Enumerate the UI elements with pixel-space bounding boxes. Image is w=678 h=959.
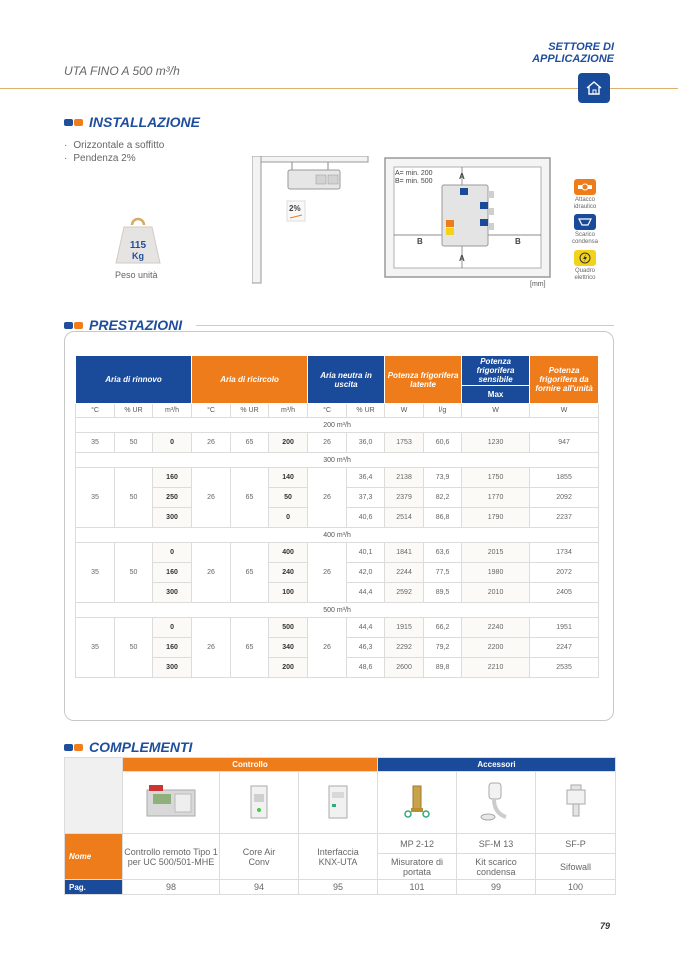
ur-uscita: 48,6 xyxy=(347,658,385,678)
latent-power-lg: 89,5 xyxy=(424,583,462,603)
supply-power-w: 2405 xyxy=(530,583,599,603)
supply-power-w: 1855 xyxy=(530,468,599,488)
temp-uscita: 26 xyxy=(308,468,347,528)
label-a-top: A xyxy=(459,172,465,181)
ur-rinnovo: 50 xyxy=(115,468,153,528)
flow-ricircolo: 200 xyxy=(269,658,308,678)
temp-rinnovo: 35 xyxy=(76,468,115,528)
accessories-table xyxy=(64,757,616,895)
din-module-image xyxy=(244,782,274,822)
flow-rinnovo: 300 xyxy=(153,508,192,528)
flow-rinnovo: 160 xyxy=(153,638,192,658)
header-aria-ricircolo: Aria di ricircolo xyxy=(192,356,308,404)
siphon-image xyxy=(559,782,593,822)
latent-power-lg: 66,2 xyxy=(424,618,462,638)
flow-group-row xyxy=(76,528,599,543)
latent-power-w: 1753 xyxy=(385,433,424,453)
sensible-power-w: 2200 xyxy=(462,638,530,658)
unit-cell: % UR xyxy=(347,404,385,418)
header-aria-neutra: Aria neutra in uscita xyxy=(308,356,385,404)
table-row xyxy=(76,433,599,453)
ur-uscita: 44,4 xyxy=(347,583,385,603)
flow-group-row xyxy=(76,453,599,468)
ur-uscita: 42,0 xyxy=(347,563,385,583)
prestazioni-divider xyxy=(196,325,614,326)
latent-power-lg: 89,8 xyxy=(424,658,462,678)
ur-uscita: 37,3 xyxy=(347,488,385,508)
product-name: Controllo remoto Tipo 1 per UC 500/501-MHE xyxy=(123,834,220,880)
temp-rinnovo: 35 xyxy=(76,433,115,453)
product-page: 94 xyxy=(220,880,299,895)
flow-ricircolo: 100 xyxy=(269,583,308,603)
flow-rinnovo: 300 xyxy=(153,658,192,678)
latent-power-lg: 63,6 xyxy=(424,543,462,563)
page-header-title: UTA FINO A 500 m³/h xyxy=(64,64,180,78)
flow-ricircolo: 400 xyxy=(269,543,308,563)
ur-uscita: 40,1 xyxy=(347,543,385,563)
temp-uscita: 26 xyxy=(308,433,347,453)
flow-rinnovo: 160 xyxy=(153,468,192,488)
label-a-bottom: A xyxy=(459,254,465,263)
corner-cell xyxy=(65,758,123,834)
dimension-b: B= min. 500 xyxy=(395,178,433,185)
ur-uscita: 40,6 xyxy=(347,508,385,528)
nome-label: Nome xyxy=(65,834,123,880)
performance-table-body xyxy=(76,404,599,678)
product-name: Interfaccia KNX-UTA xyxy=(299,834,378,880)
ur-ricircolo: 65 xyxy=(231,543,269,603)
unit-cell: W xyxy=(462,404,530,418)
latent-power-w: 2600 xyxy=(385,658,424,678)
ur-uscita: 46,3 xyxy=(347,638,385,658)
temp-uscita: 26 xyxy=(308,543,347,603)
product-page: 99 xyxy=(457,880,536,895)
unit-cell: % UR xyxy=(231,404,269,418)
latent-power-w: 2244 xyxy=(385,563,424,583)
flow-ricircolo: 200 xyxy=(269,433,308,453)
header-max: Max xyxy=(462,386,530,404)
sensible-power-w: 2010 xyxy=(462,583,530,603)
sensible-power-w: 1980 xyxy=(462,563,530,583)
latent-power-lg: 79,2 xyxy=(424,638,462,658)
latent-power-w: 2292 xyxy=(385,638,424,658)
flow-ricircolo: 0 xyxy=(269,508,308,528)
flow-ricircolo: 140 xyxy=(269,468,308,488)
header-potenza-fornire: Potenza frigorifera da fornire all'unità xyxy=(530,356,599,404)
sensible-power-w: 1770 xyxy=(462,488,530,508)
sensible-power-w: 2240 xyxy=(462,618,530,638)
units-row xyxy=(76,404,599,418)
flow-ricircolo: 340 xyxy=(269,638,308,658)
table-row xyxy=(76,543,599,563)
flow-group-label: 500 m³/h xyxy=(76,603,599,618)
table-row xyxy=(76,468,599,488)
supply-power-w: 2535 xyxy=(530,658,599,678)
unit-label: [mm] xyxy=(530,281,546,288)
weight-label: Peso unità xyxy=(115,270,158,280)
product-name: Core Air Conv xyxy=(220,834,299,880)
product-image-cell xyxy=(220,772,299,834)
weight-unit: Kg xyxy=(132,251,144,261)
header-potenza-latente: Potenza frigorifera latente xyxy=(385,356,462,404)
legend-hydraulic xyxy=(565,179,605,211)
product-name: SF-P xyxy=(536,834,616,854)
bullet-item: · Pendenza 2% xyxy=(64,152,164,165)
unit-cell: % UR xyxy=(115,404,153,418)
temp-rinnovo: 35 xyxy=(76,543,115,603)
knx-interface-image xyxy=(321,782,355,822)
complementi-heading xyxy=(64,739,192,755)
legend-condensate-label2: condensa xyxy=(571,239,599,245)
unit-cell: l/g xyxy=(424,404,462,418)
condensate-kit-image xyxy=(476,781,516,823)
flow-ricircolo: 500 xyxy=(269,618,308,638)
installazione-heading xyxy=(64,114,200,130)
temp-uscita: 26 xyxy=(308,618,347,678)
section-marker-icon xyxy=(64,744,83,751)
flow-group-row xyxy=(76,603,599,618)
legend-electric-label1: Quadro xyxy=(574,268,595,274)
latent-power-w: 2514 xyxy=(385,508,424,528)
flow-meter-image xyxy=(400,782,434,822)
latent-power-lg: 82,2 xyxy=(424,488,462,508)
sector-label-line1: SETTORE DI xyxy=(548,41,614,53)
supply-power-w: 947 xyxy=(530,433,599,453)
latent-power-lg: 60,6 xyxy=(424,433,462,453)
product-page: 101 xyxy=(378,880,457,895)
legend-hydraulic-label1: Attacco xyxy=(574,197,595,203)
product-image-cell xyxy=(378,772,457,834)
dimension-a: A= min. 200 xyxy=(395,170,433,177)
supply-power-w: 2092 xyxy=(530,488,599,508)
supply-power-w: 1951 xyxy=(530,618,599,638)
ur-uscita: 44,4 xyxy=(347,618,385,638)
unit-cell: m³/h xyxy=(153,404,192,418)
ur-rinnovo: 50 xyxy=(115,618,153,678)
flow-group-label: 300 m³/h xyxy=(76,453,599,468)
sector-label xyxy=(532,41,614,65)
table-row xyxy=(76,618,599,638)
label-b-right: B xyxy=(515,237,521,246)
group-controllo: Controllo xyxy=(123,758,378,772)
side-view-diagram xyxy=(252,156,370,284)
supply-power-w: 1734 xyxy=(530,543,599,563)
product-page: 100 xyxy=(536,880,616,895)
product-page: 98 xyxy=(123,880,220,895)
legend-electric xyxy=(565,250,605,282)
group-accessori: Accessori xyxy=(378,758,616,772)
section-marker-icon xyxy=(64,322,83,329)
home-icon xyxy=(585,80,603,96)
flow-group-label: 400 m³/h xyxy=(76,528,599,543)
temp-ricircolo: 26 xyxy=(192,433,231,453)
product-image-cell xyxy=(536,772,616,834)
electric-panel-icon xyxy=(574,250,596,266)
bullet-item: · Orizzontale a soffitto xyxy=(64,139,164,152)
product-image-cell xyxy=(299,772,378,834)
hydraulic-connection-icon xyxy=(574,179,596,195)
flow-rinnovo: 0 xyxy=(153,543,192,563)
latent-power-lg: 86,8 xyxy=(424,508,462,528)
flow-rinnovo: 0 xyxy=(153,433,192,453)
page-number: 79 xyxy=(600,921,611,931)
performance-table xyxy=(75,355,599,678)
latent-power-lg: 77,5 xyxy=(424,563,462,583)
weight-value: 115 xyxy=(129,240,147,251)
latent-power-w: 2379 xyxy=(385,488,424,508)
unit-cell: W xyxy=(530,404,599,418)
complementi-title: COMPLEMENTI xyxy=(89,739,193,755)
latent-power-w: 2592 xyxy=(385,583,424,603)
supply-power-w: 2072 xyxy=(530,563,599,583)
sensible-power-w: 2015 xyxy=(462,543,530,563)
section-marker-icon xyxy=(64,119,83,126)
latent-power-lg: 73,9 xyxy=(424,468,462,488)
ur-rinnovo: 50 xyxy=(115,433,153,453)
condensate-drain-icon xyxy=(574,214,596,230)
unit-cell: W xyxy=(385,404,424,418)
legend-electric-label2: elettrico xyxy=(574,275,596,281)
product-name: SF-M 13 xyxy=(457,834,536,854)
sensible-power-w: 1790 xyxy=(462,508,530,528)
ur-ricircolo: 65 xyxy=(231,618,269,678)
product-page: 95 xyxy=(299,880,378,895)
label-b-left: B xyxy=(417,237,423,246)
legend-condensate-label1: Scarico xyxy=(574,232,595,238)
legend-condensate xyxy=(565,214,605,246)
flow-group-label: 200 m³/h xyxy=(76,418,599,433)
product-name: MP 2-12 xyxy=(378,834,457,854)
remote-control-unit-image xyxy=(143,782,199,822)
legend-hydraulic-label2: idraulico xyxy=(573,204,597,210)
flow-group-row xyxy=(76,418,599,433)
temp-ricircolo: 26 xyxy=(192,618,231,678)
home-sector-badge xyxy=(578,73,610,103)
ur-rinnovo: 50 xyxy=(115,543,153,603)
pag-label: Pag. xyxy=(65,880,123,895)
flow-rinnovo: 300 xyxy=(153,583,192,603)
ur-uscita: 36,4 xyxy=(347,468,385,488)
product-subname: Misuratore di portata xyxy=(378,854,457,880)
sector-label-line2: APPLICAZIONE xyxy=(532,53,614,65)
supply-power-w: 2237 xyxy=(530,508,599,528)
flow-ricircolo: 50 xyxy=(269,488,308,508)
latent-power-w: 1915 xyxy=(385,618,424,638)
flow-rinnovo: 160 xyxy=(153,563,192,583)
ur-ricircolo: 65 xyxy=(231,468,269,528)
slope-label: 2% xyxy=(289,204,301,213)
prestazioni-title: PRESTAZIONI xyxy=(89,317,183,333)
flow-ricircolo: 240 xyxy=(269,563,308,583)
header-aria-rinnovo: Aria di rinnovo xyxy=(76,356,192,404)
temp-rinnovo: 35 xyxy=(76,618,115,678)
header-divider xyxy=(0,88,678,89)
temp-ricircolo: 26 xyxy=(192,468,231,528)
product-subname: Kit scarico condensa xyxy=(457,854,536,880)
flow-rinnovo: 250 xyxy=(153,488,192,508)
unit-cell: °C xyxy=(76,404,115,418)
product-subname: Sifowall xyxy=(536,854,616,880)
sensible-power-w: 1230 xyxy=(462,433,530,453)
product-image-cell xyxy=(123,772,220,834)
temp-ricircolo: 26 xyxy=(192,543,231,603)
sensible-power-w: 2210 xyxy=(462,658,530,678)
latent-power-w: 2138 xyxy=(385,468,424,488)
sensible-power-w: 1750 xyxy=(462,468,530,488)
ur-uscita: 36,0 xyxy=(347,433,385,453)
unit-cell: °C xyxy=(308,404,347,418)
header-potenza-sensibile: Potenza frigorifera sensibile xyxy=(462,356,530,386)
product-image-cell xyxy=(457,772,536,834)
installazione-title: INSTALLAZIONE xyxy=(89,114,200,130)
latent-power-w: 1841 xyxy=(385,543,424,563)
supply-power-w: 2247 xyxy=(530,638,599,658)
ur-ricircolo: 65 xyxy=(231,433,269,453)
installation-bullets xyxy=(64,139,164,165)
unit-cell: m³/h xyxy=(269,404,308,418)
flow-rinnovo: 0 xyxy=(153,618,192,638)
unit-cell: °C xyxy=(192,404,231,418)
